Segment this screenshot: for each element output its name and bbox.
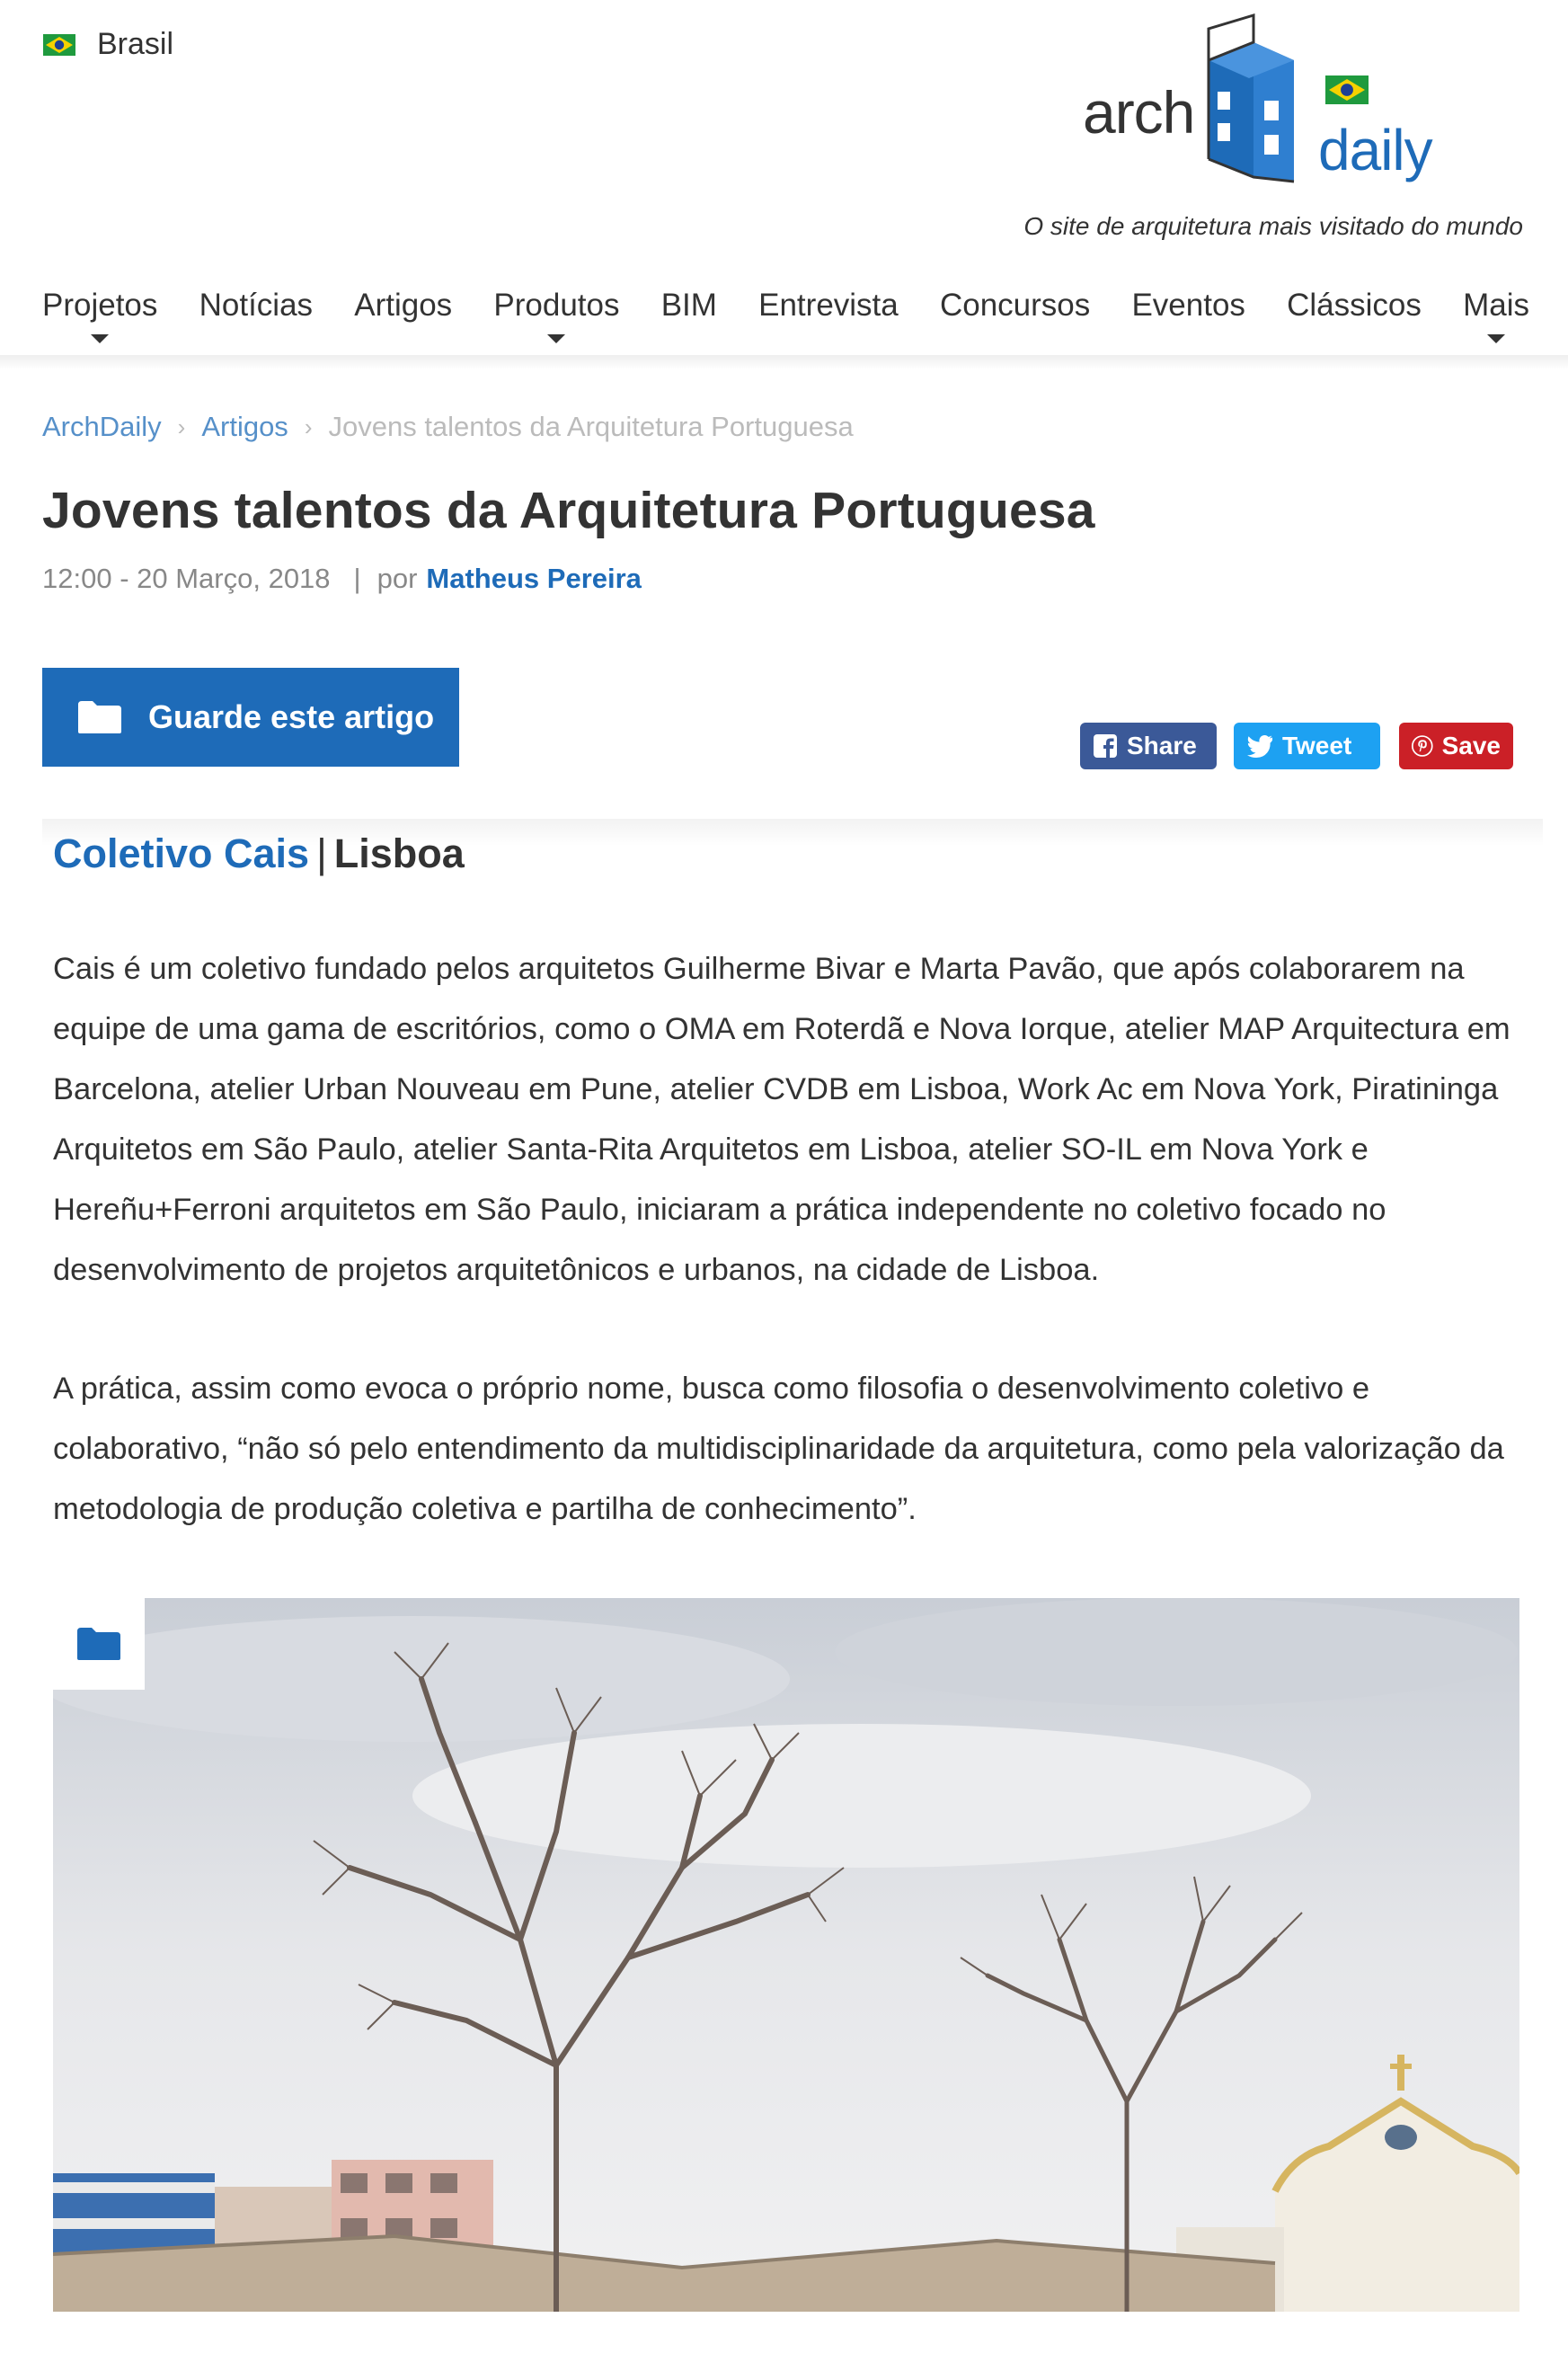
nav-item-artigos[interactable] [354, 288, 452, 342]
plaza-photo-illustration [53, 1598, 1519, 2312]
breadcrumb-section-link[interactable]: Artigos [201, 411, 288, 442]
nav-label: Artigos [354, 288, 453, 323]
logo-cube-icon [1191, 11, 1316, 191]
caret-down-icon [547, 334, 565, 343]
nav-item-entrevista[interactable] [758, 288, 899, 342]
save-article-button[interactable] [42, 668, 459, 767]
nav-label: Notícias [199, 288, 314, 323]
pinterest-icon [1412, 733, 1433, 759]
country-selector[interactable] [43, 27, 173, 62]
nav-item-eventos[interactable] [1131, 288, 1245, 342]
nav-label: Projetos [42, 288, 158, 323]
city-label: Lisboa [333, 830, 465, 876]
twitter-tweet-button[interactable] [1234, 723, 1380, 769]
nav-item-projetos[interactable] [42, 288, 157, 342]
save-image-button[interactable] [53, 1598, 145, 1690]
nav-item-bim[interactable] [661, 288, 717, 342]
firm-link[interactable]: Coletivo Cais [53, 830, 310, 876]
archdaily-logo[interactable] [1083, 11, 1433, 191]
brazil-flag-icon [43, 34, 75, 56]
breadcrumb [42, 411, 854, 443]
breadcrumb-separator: › [304, 413, 313, 440]
pinterest-save-label: Save [1441, 732, 1501, 759]
caret-down-icon [1487, 334, 1505, 343]
author-link[interactable]: Matheus Pereira [426, 563, 642, 594]
caret-down-icon [91, 334, 109, 343]
nav-item-mais[interactable] [1463, 288, 1529, 342]
article-datetime: 12:00 - 20 Março, 2018 [42, 563, 331, 594]
article-meta [42, 563, 642, 595]
nav-label: Clássicos [1287, 288, 1422, 323]
subheading-separator: | [316, 830, 327, 876]
section-subheading [53, 830, 465, 877]
twitter-tweet-label: Tweet [1282, 732, 1352, 759]
facebook-share-label: Share [1127, 732, 1197, 759]
pinterest-save-button[interactable] [1399, 723, 1513, 769]
main-nav [42, 288, 1529, 351]
tagline: O site de arquitetura mais visitado do mundo [1023, 212, 1523, 240]
twitter-bird-icon [1246, 734, 1273, 758]
facebook-icon [1093, 733, 1118, 759]
nav-divider [0, 355, 1568, 369]
folder-icon [75, 1626, 122, 1662]
article-title: Jovens talentos da Arquitetura Portuguesa [42, 482, 1095, 539]
logo-brazil-flag-icon [1325, 75, 1369, 104]
nav-label: Entrevista [758, 288, 899, 323]
nav-label: Produtos [493, 288, 620, 323]
folder-icon [76, 699, 123, 735]
nav-label: BIM [660, 288, 717, 323]
save-article-label: Guarde este artigo [148, 698, 435, 735]
nav-item-noticias[interactable] [199, 288, 313, 342]
logo-text-arch: arch [1083, 79, 1195, 146]
nav-label: Mais [1463, 288, 1529, 323]
nav-item-classicos[interactable] [1287, 288, 1422, 342]
nav-label: Eventos [1131, 288, 1245, 323]
article-paragraph: A prática, assim como evoca o próprio nome, busca como filosofia o desenvolvimento coletivo e colaborativo, “não só pelo entendimento da multidisciplinaridade da arquitetura, como pela valorização da metodologia de produção coletiva e partilha de conhecimento”. [53, 1372, 1504, 1526]
nav-item-produtos[interactable] [493, 288, 619, 342]
facebook-share-button[interactable] [1080, 723, 1217, 769]
article-photo[interactable] [53, 1598, 1519, 2312]
country-label: Brasil [97, 27, 174, 61]
breadcrumb-home-link[interactable]: ArchDaily [42, 411, 162, 442]
nav-label: Concursos [939, 288, 1091, 323]
article-paragraph: Cais é um coletivo fundado pelos arquitetos Guilherme Bivar e Marta Pavão, que após colaborarem na equipe de uma gama de escritórios, como o OMA em Roterdã e Nova Iorque, atelier MAP Arquitectura em Barcelona, atelier Urban Nouveau em Pune, atelier CVDB em Lisboa, Work Ac em Nova York, Piratininga Arquitetos em São Paulo, atelier Santa-Rita Arquitetos em Lisboa, atelier SO-IL em Nova York e Hereñu+Ferroni arquitetos em São Paulo, iniciaram a prática independente no coletivo focado no desenvolvimento de projetos arquitetônicos e urbanos, na cidade de Lisboa. [53, 952, 1510, 1287]
logo-text-daily: daily [1318, 118, 1432, 182]
breadcrumb-separator: › [177, 413, 186, 440]
meta-by-label: por [376, 563, 418, 594]
nav-item-concursos[interactable] [940, 288, 1090, 342]
meta-separator: | [353, 563, 361, 594]
breadcrumb-current: Jovens talentos da Arquitetura Portuguesa [328, 411, 854, 442]
